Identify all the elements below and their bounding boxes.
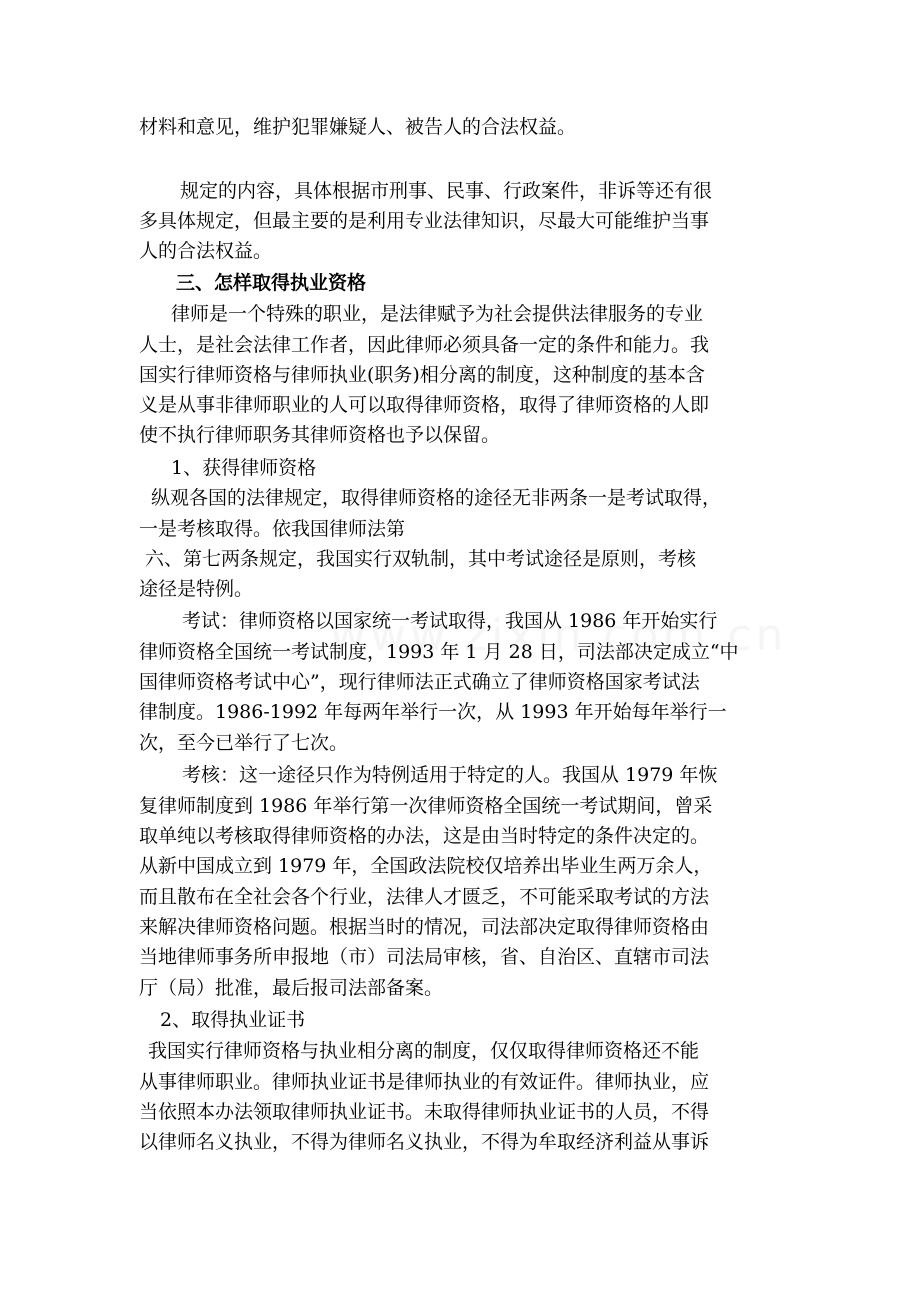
subsection-heading: 2、取得执业证书 (160, 1009, 306, 1031)
text-line: 一是考核取得。依我国律师法第 (139, 518, 406, 540)
text-line: 多具体规定，但最主要的是利用专业法律知识，尽最大可能维护当事 (139, 210, 710, 232)
subsection-heading: 1、获得律师资格 (171, 457, 317, 479)
text-line: 材料和意见，维护犯罪嫌疑人、被告人的合法权益。 (139, 116, 577, 138)
text-line: 国实行律师资格与律师执业(职务)相分离的制度，这种制度的基本含 (139, 364, 705, 386)
text-line: 复律师制度到 1986 年举行第一次律师资格全国统一考试期间，曾采 (139, 795, 713, 817)
text-line: 次，至今已举行了七次。 (139, 732, 349, 754)
text-line: 我国实行律师资格与执业相分离的制度，仅仅取得律师资格还不能 (148, 1040, 700, 1062)
text-line: 人士，是社会法律工作者，因此律师必须具备一定的条件和能力。我 (139, 334, 710, 356)
text-line: 考核：这一途径只作为特例适用于特定的人。我国从 1979 年恢 (182, 764, 718, 786)
text-line: 途径是特例。 (139, 578, 254, 600)
text-line: 以律师名义执业，不得为律师名义执业，不得为牟取经济利益从事诉 (139, 1131, 710, 1153)
text-line: 使不执行律师职务其律师资格也予以保留。 (139, 424, 501, 446)
text-line: 国律师资格考试中心”，现行律师法正式确立了律师资格国家考试法 (139, 671, 700, 693)
text-line: 从新中国成立到 1979 年，全国政法院校仅培养出毕业生两万余人， (139, 855, 713, 877)
text-line: 来解决律师资格问题。根据当时的情况，司法部决定取得律师资格由 (139, 916, 710, 938)
text-line: 律制度。1986-1992 年每两年举行一次，从 1993 年开始每年举行一 (139, 701, 727, 723)
text-line: 而且散布在全社会各个行业，法律人才匮乏，不可能采取考试的方法 (139, 886, 710, 908)
text-line: 规定的内容，具体根据市刑事、民事、行政案件，非诉等还有很 (180, 180, 713, 202)
text-line: 当依照本办法领取律师执业证书。未取得律师执业证书的人员，不得 (139, 1101, 710, 1123)
text-line: 义是从事非律师职业的人可以取得律师资格，取得了律师资格的人即 (139, 394, 710, 416)
text-line: 取单纯以考核取得律师资格的办法，这是由当时特定的条件决定的。 (139, 825, 710, 847)
text-line: 六、第七两条规定，我国实行双轨制，其中考试途径是原则，考核 (145, 548, 697, 570)
text-line: 人的合法权益。 (139, 240, 273, 262)
text-line: 考试：律师资格以国家统一考试取得，我国从 1986 年开始实行 (182, 610, 718, 632)
text-line: 厅（局）批准，最后报司法部备案。 (139, 977, 444, 999)
text-line: 律师是一个特殊的职业，是法律赋予为社会提供法律服务的专业 (171, 303, 704, 325)
section-heading: 三、怎样取得执业资格 (176, 272, 367, 294)
text-line: 从事律师职业。律师执业证书是律师执业的有效证件。律师执业，应 (139, 1071, 710, 1093)
text-line: 当地律师事务所申报地（市）司法局审核，省、自治区、直辖市司法 (139, 946, 710, 968)
text-line: 律师资格全国统一考试制度，1993 年 1 月 28 日，司法部决定成立“中 (139, 641, 739, 663)
text-line: 纵观各国的法律规定，取得律师资格的途径无非两条一是考试取得， (151, 487, 722, 509)
